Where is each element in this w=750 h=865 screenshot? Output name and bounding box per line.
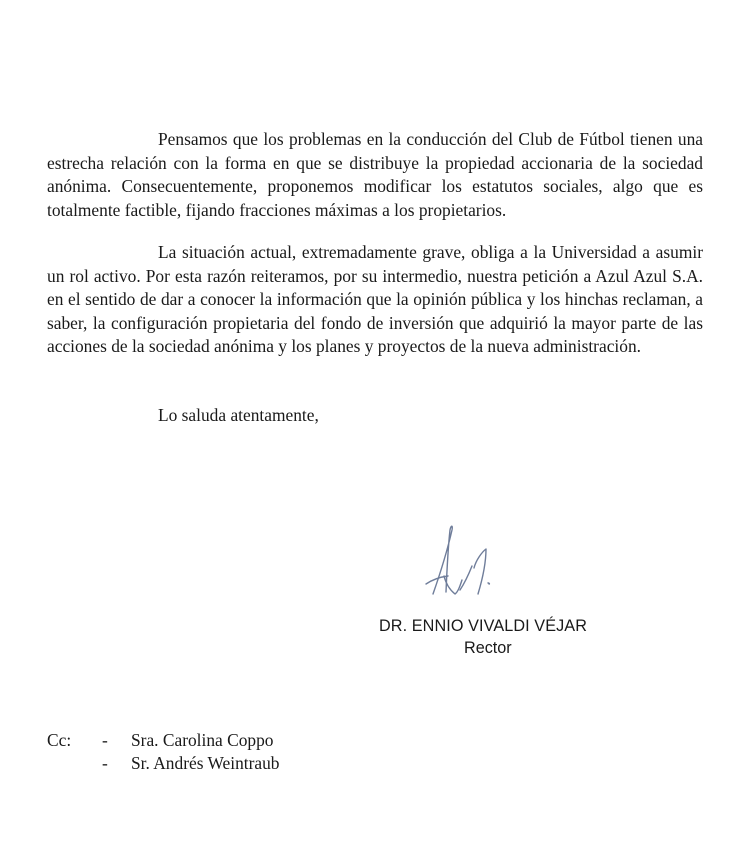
cc-recipient xyxy=(102,752,280,775)
cc-recipient-name: Sr. Andrés Weintraub xyxy=(131,753,280,773)
cc-dash: - xyxy=(102,730,108,750)
body-paragraph: Pensamos que los problemas en la conducción del Club de Fútbol tienen una estrecha relación con la forma en que se distribuye la propiedad accionaria de la sociedad anónima. Consecuentemente, proponemos modificar los estatutos sociales, algo que es totalmente factible, fijando fracciones máximas a los propietarios. xyxy=(47,129,703,220)
cc-dash: - xyxy=(102,753,108,773)
cc-recipient xyxy=(102,729,274,752)
cc-recipient-name: Sra. Carolina Coppo xyxy=(131,730,274,750)
signer-title: Rector xyxy=(464,639,512,657)
handwritten-signature xyxy=(420,522,515,602)
closing-salutation: Lo saluda atentamente, xyxy=(158,405,319,425)
signer-name: DR. ENNIO VIVALDI VÉJAR xyxy=(379,617,587,635)
body-paragraph: La situación actual, extremadamente grave, obliga a la Universidad a asumir un rol activo. Por esta razón reiteramos, por su intermedio, nuestra petición a Azul Azul S.A. en el sentido de dar a conocer la información que la opinión pública y los hinchas reclaman, a saber, la configuración propietaria del fondo de inversión que adquirió la mayor parte de las acciones de la sociedad anónima y los planes y proyectos de la nueva administración. xyxy=(47,242,703,356)
cc-label: Cc: xyxy=(47,730,72,750)
